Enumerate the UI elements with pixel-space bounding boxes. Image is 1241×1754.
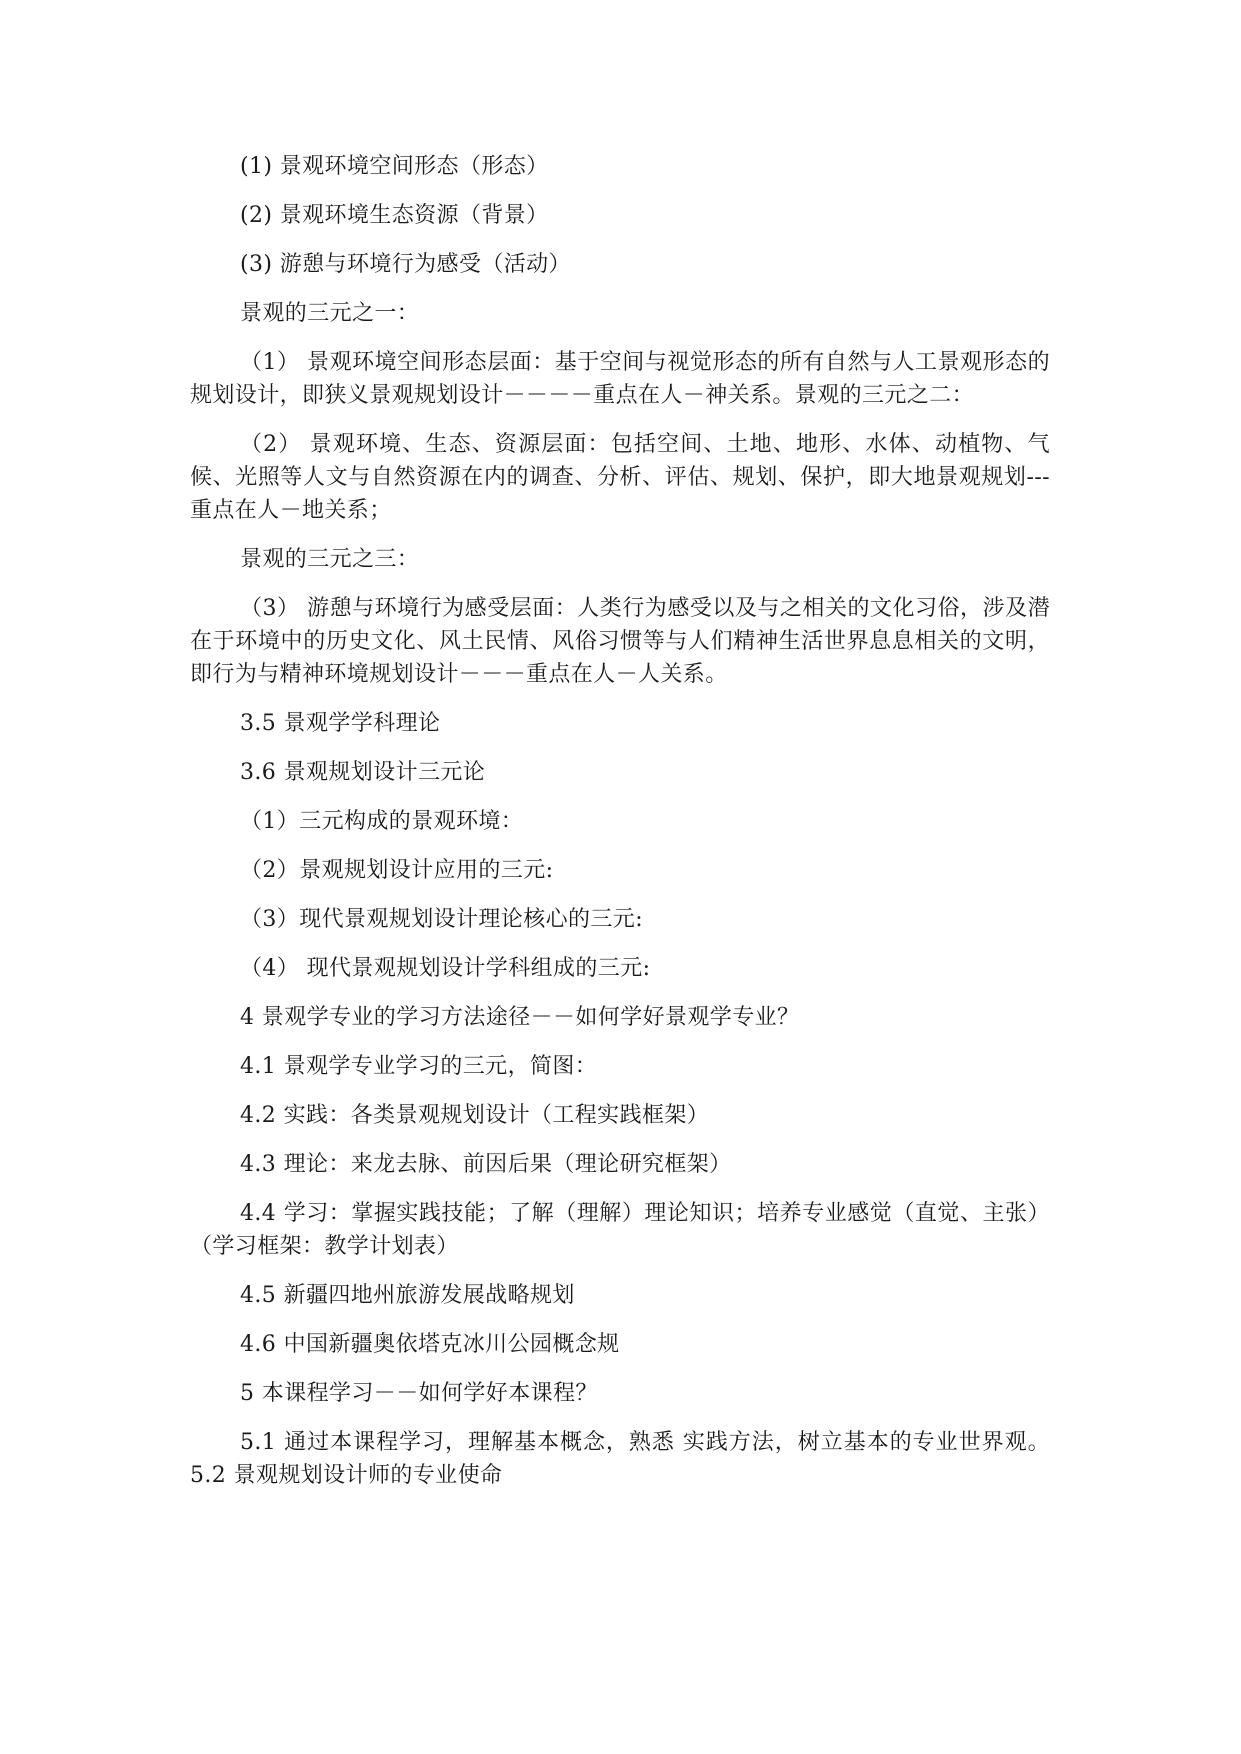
paragraph-16: 4.1 景观学专业学习的三元，简图： [240, 1054, 598, 1079]
paragraph-21: 4.6 中国新疆奥依塔克冰川公园概念规 [240, 1332, 620, 1357]
paragraph-13: （3）现代景观规划设计理论核心的三元: [240, 907, 644, 932]
document-body [190, 150, 1050, 1492]
paragraph-4: 景观的三元之一： [240, 301, 420, 326]
paragraph-23: 5.1 通过本课程学习，理解基本概念，熟悉 实践方法，树立基本的专业世界观。5.2 景观规划设计师的专业使命 [190, 1430, 1050, 1488]
paragraph-18: 4.3 理论：来龙去脉、前因后果（理论研究框架） [240, 1152, 732, 1177]
paragraph-8: （3） 游憩与环境行为感受层面：人类行为感受以及与之相关的文化习俗，涉及潜在于环境中的历史文化、风土民情、风俗习惯等与人们精神生活世界息息相关的文明，即行为与精神环境规划设计－－－重点在人－人关系。 [190, 596, 1050, 687]
paragraph-3: (3) 游憩与环境行为感受（活动） [240, 252, 571, 277]
paragraph-1: (1) 景观环境空间形态（形态） [240, 154, 549, 179]
paragraph-2: (2) 景观环境生态资源（背景） [240, 203, 549, 228]
paragraph-9: 3.5 景观学学科理论 [240, 711, 441, 736]
paragraph-12: （2）景观规划设计应用的三元: [240, 858, 554, 883]
paragraph-10: 3.6 景观规划设计三元论 [240, 760, 486, 785]
paragraph-15: 4 景观学专业的学习方法途径－－如何学好景观学专业？ [240, 1005, 800, 1030]
paragraph-19: 4.4 学习：掌握实践技能；了解（理解）理论知识；培养专业感觉（直觉、主张）（学习框架：教学计划表） [190, 1201, 1050, 1259]
paragraph-7: 景观的三元之三： [240, 547, 420, 572]
paragraph-6: （2） 景观环境、生态、资源层面：包括空间、土地、地形、水体、动植物、气候、光照等人文与自然资源在内的调查、分析、评估、规划、保护，即大地景观规划---重点在人－地关系； [190, 432, 1050, 523]
paragraph-17: 4.2 实践：各类景观规划设计（工程实践框架） [240, 1103, 710, 1128]
paragraph-22: 5 本课程学习－－如何学好本课程？ [240, 1381, 598, 1406]
paragraph-14: （4） 现代景观规划设计学科组成的三元: [240, 956, 651, 981]
paragraph-11: （1）三元构成的景观环境： [240, 809, 524, 834]
paragraph-20: 4.5 新疆四地州旅游发展战略规划 [240, 1283, 575, 1308]
paragraph-5: （1） 景观环境空间形态层面：基于空间与视觉形态的所有自然与人工景观形态的规划设计，即狭义景观规划设计－－－－重点在人－神关系。景观的三元之二： [190, 350, 1050, 408]
